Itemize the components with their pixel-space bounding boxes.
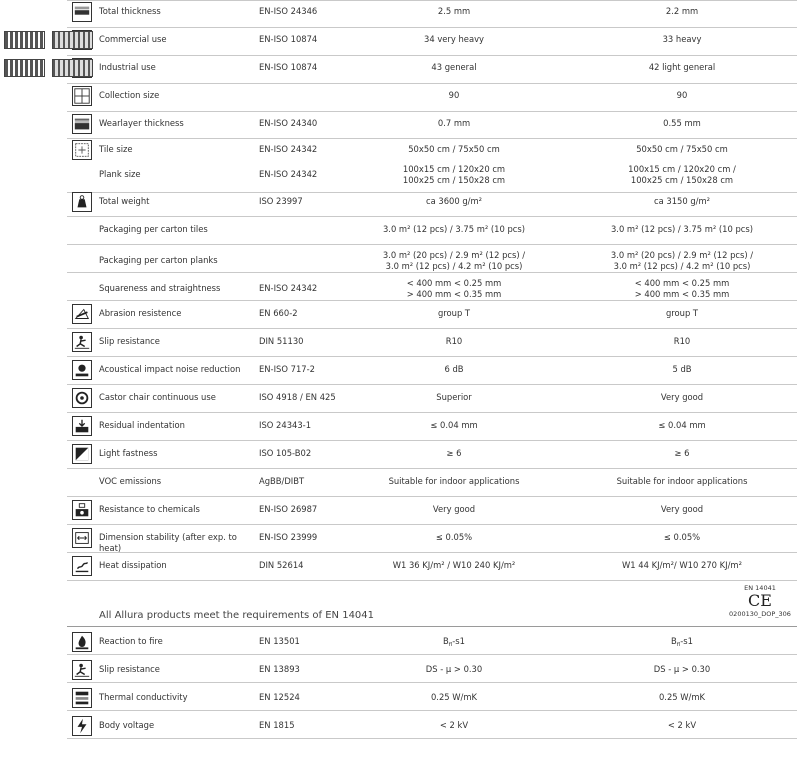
body-voltage-icon [72,716,92,736]
industrial-use-icon [4,59,45,77]
spec-label: Total weight [99,196,150,206]
fire-class-rest: -s1 [452,636,465,646]
spec-label: Slip resistance [99,336,160,346]
row-divider [67,626,797,627]
fire-class-main: B [671,636,677,646]
row-divider [67,55,797,56]
spec-label: Industrial use [99,62,156,72]
abrasion-icon [72,304,92,324]
spec-value-2-line2: 3.0 m² (12 pcs) / 4.2 m² (10 pcs) [613,261,751,271]
heat-icon [72,556,92,576]
row-divider [67,244,797,245]
spec-norm: EN-ISO 24342 [259,283,318,293]
spec-value-1: < 2 kV [439,720,469,730]
spec-label: Acoustical impact noise reduction [99,364,241,374]
spec-value-1-line2: 3.0 m² (12 pcs) / 4.2 m² (10 pcs) [385,261,523,271]
row-divider [67,580,797,581]
spec-value-1: 3.0 m² (20 pcs) / 2.9 m² (12 pcs) / [382,250,526,260]
spec-norm: EN-ISO 24340 [259,118,318,128]
fire-icon [72,632,92,652]
slip-icon [72,332,92,352]
spec-value-2: 90 [676,90,688,100]
spec-value-2: 50x50 cm / 75x50 cm [636,144,728,154]
spec-label: Commercial use [99,34,167,44]
spec-value-2: R10 [673,336,691,346]
row-divider [67,440,797,441]
row-divider [67,384,797,385]
spec-value-1: Superior [436,392,472,402]
spec-value-1: ca 3600 g/m² [425,196,483,206]
spec-label: Squareness and straightness [99,283,221,293]
weight-icon [72,192,92,212]
spec-value-1: DS - μ > 0.30 [425,664,483,674]
tile-size-icon [72,140,92,160]
spec-norm: EN-ISO 717-2 [259,364,315,374]
collection-grid-icon [72,86,92,106]
spec-norm: EN 13893 [259,664,300,674]
spec-value-2: 2.2 mm [665,6,699,16]
spec-label: Light fastness [99,448,158,458]
thermal-icon [72,688,92,708]
spec-norm: EN 13501 [259,636,300,646]
spec-value-1: ≤ 0.05% [435,532,473,542]
spec-norm: DIN 52614 [259,560,304,570]
spec-norm: EN-ISO 26987 [259,504,318,514]
fire-class-sub: fl [676,642,681,648]
spec-label: Thermal conductivity [99,692,188,702]
row-divider [67,272,797,273]
spec-value-1: 100x15 cm / 120x20 cm [402,164,506,174]
dimension-stability-icon [72,528,92,548]
row-divider [67,738,797,739]
spec-label: Abrasion resistence [99,308,182,318]
spec-label: Body voltage [99,720,155,730]
spec-norm: EN-ISO 10874 [259,62,318,72]
row-divider [67,111,797,112]
fire-class-rest: -s1 [680,636,693,646]
chemicals-icon [72,500,92,520]
spec-value-2: 0.55 mm [663,118,701,128]
spec-value-2: group T [665,308,699,318]
indentation-icon [72,416,92,436]
spec-value-2: Very good [660,392,704,402]
row-divider [67,27,797,28]
spec-label: Slip resistance [99,664,160,674]
spec-value-2: 42 light general [648,62,716,72]
ce-standard: EN 14041 [744,584,776,592]
spec-norm: EN 660-2 [259,308,298,318]
acoustic-icon [72,360,92,380]
ce-logo: CE [748,591,772,610]
spec-value-1: group T [437,308,471,318]
spec-norm: EN-ISO 10874 [259,34,318,44]
spec-label: Packaging per carton tiles [99,224,208,234]
spec-value-2: Suitable for indoor applications [616,476,748,486]
fire-class-main: B [443,636,449,646]
commercial-use-icon [4,31,45,49]
spec-value-1-line2: > 400 mm < 0.35 mm [406,289,502,299]
spec-value-2: W1 44 KJ/m²/ W10 270 KJ/m² [622,560,742,570]
spec-value-1: < 400 mm < 0.25 mm [406,278,502,288]
row-divider [67,654,797,655]
spec-value-2: ≥ 6 [674,448,690,458]
spec-norm: AgBB/DIBT [259,476,305,486]
spec-value-2-line2: > 400 mm < 0.35 mm [634,289,730,299]
spec-value-1: Suitable for indoor applications [388,476,520,486]
spec-value-2: ≤ 0.04 mm [658,420,706,430]
spec-value-1: 0.7 mm [437,118,471,128]
industrial-use-icon [52,59,93,77]
spec-value-2: 3.0 m² (12 pcs) / 3.75 m² (10 pcs) [610,224,754,234]
row-divider [67,682,797,683]
spec-value-1: 90 [448,90,460,100]
spec-value-1: 2.5 mm [437,6,471,16]
spec-norm: ISO 105-B02 [259,448,312,458]
spec-value-1: 6 dB [444,364,464,374]
row-divider [67,496,797,497]
fire-class-sub: fl [448,642,453,648]
row-divider [67,0,797,1]
spec-norm: ISO 24343-1 [259,420,312,430]
row-divider [67,356,797,357]
spec-value-2: 33 heavy [662,34,702,44]
spec-value-1: W1 36 KJ/m² / W10 240 KJ/m² [392,560,516,570]
spec-value-1: 3.0 m² (12 pcs) / 3.75 m² (10 pcs) [382,224,526,234]
row-divider [67,412,797,413]
spec-value-2: ca 3150 g/m² [653,196,711,206]
spec-value-2: Very good [660,504,704,514]
spec-label: Collection size [99,90,160,100]
spec-label: Total thickness [99,6,161,16]
spec-label: Packaging per carton planks [99,255,218,265]
spec-label: Residual indentation [99,420,185,430]
spec-value-2: 3.0 m² (20 pcs) / 2.9 m² (12 pcs) / [610,250,754,260]
spec-value-2: < 400 mm < 0.25 mm [634,278,730,288]
row-divider [67,192,797,193]
spec-value-1: 43 general [431,62,477,72]
light-fastness-icon [72,444,92,464]
spec-value-1: 34 very heavy [424,34,484,44]
spec-value-1: 50x50 cm / 75x50 cm [408,144,500,154]
spec-label: Heat dissipation [99,560,167,570]
spec-label: Wearlayer thickness [99,118,184,128]
spec-norm: EN-ISO 24346 [259,6,318,16]
spec-value-2: DS - μ > 0.30 [653,664,711,674]
spec-norm: DIN 51130 [259,336,304,346]
fire-class-v1 [369,636,539,651]
row-divider [67,138,797,139]
spec-label: VOC emissions [99,476,162,486]
row-divider [67,710,797,711]
row-divider [67,468,797,469]
spec-label: Reaction to fire [99,636,163,646]
spec-norm: EN 12524 [259,692,300,702]
spec-label: Castor chair continuous use [99,392,216,402]
fire-class-v2 [597,636,767,651]
spec-label: Resistance to chemicals [99,504,200,514]
wearlayer-icon [72,114,92,134]
spec-value-1-line2: 100x25 cm / 150x28 cm [402,175,506,185]
spec-norm: EN-ISO 23999 [259,532,318,542]
spec-value-2-line2: 100x25 cm / 150x28 cm [630,175,734,185]
spec-value-2: 100x15 cm / 120x20 cm / [628,164,736,174]
commercial-use-icon [52,31,93,49]
spec-value-1: ≤ 0.04 mm [430,420,478,430]
row-divider [67,83,797,84]
spec-norm: EN 1815 [259,720,295,730]
slip-icon [72,660,92,680]
spec-value-1: ≥ 6 [446,448,462,458]
spec-norm: EN-ISO 24342 [259,144,318,154]
spec-norm: EN-ISO 24342 [259,169,318,179]
spec-label: Tile size [99,144,133,154]
compliance-note: All Allura products meet the requirements of EN 14041 [99,610,375,621]
ce-marking [724,584,796,618]
spec-norm: ISO 23997 [259,196,303,206]
spec-label: Plank size [99,169,141,179]
spec-value-2: 0.25 W/mK [658,692,706,702]
spec-value-1: 0.25 W/mK [430,692,478,702]
row-divider [67,216,797,217]
spec-norm: ISO 4918 / EN 425 [259,392,336,402]
row-divider [67,524,797,525]
ce-code: 0200130_DOP_306 [729,610,791,618]
row-divider [67,328,797,329]
spec-value-2: < 2 kV [667,720,697,730]
spec-value-2: 5 dB [672,364,692,374]
castor-chair-icon [72,388,92,408]
thickness-icon [72,2,92,22]
spec-value-2: ≤ 0.05% [663,532,701,542]
spec-value-1: Very good [432,504,476,514]
spec-value-1: R10 [445,336,463,346]
spec-label: Dimension stability (after exp. to heat) [99,532,237,553]
row-divider [67,300,797,301]
